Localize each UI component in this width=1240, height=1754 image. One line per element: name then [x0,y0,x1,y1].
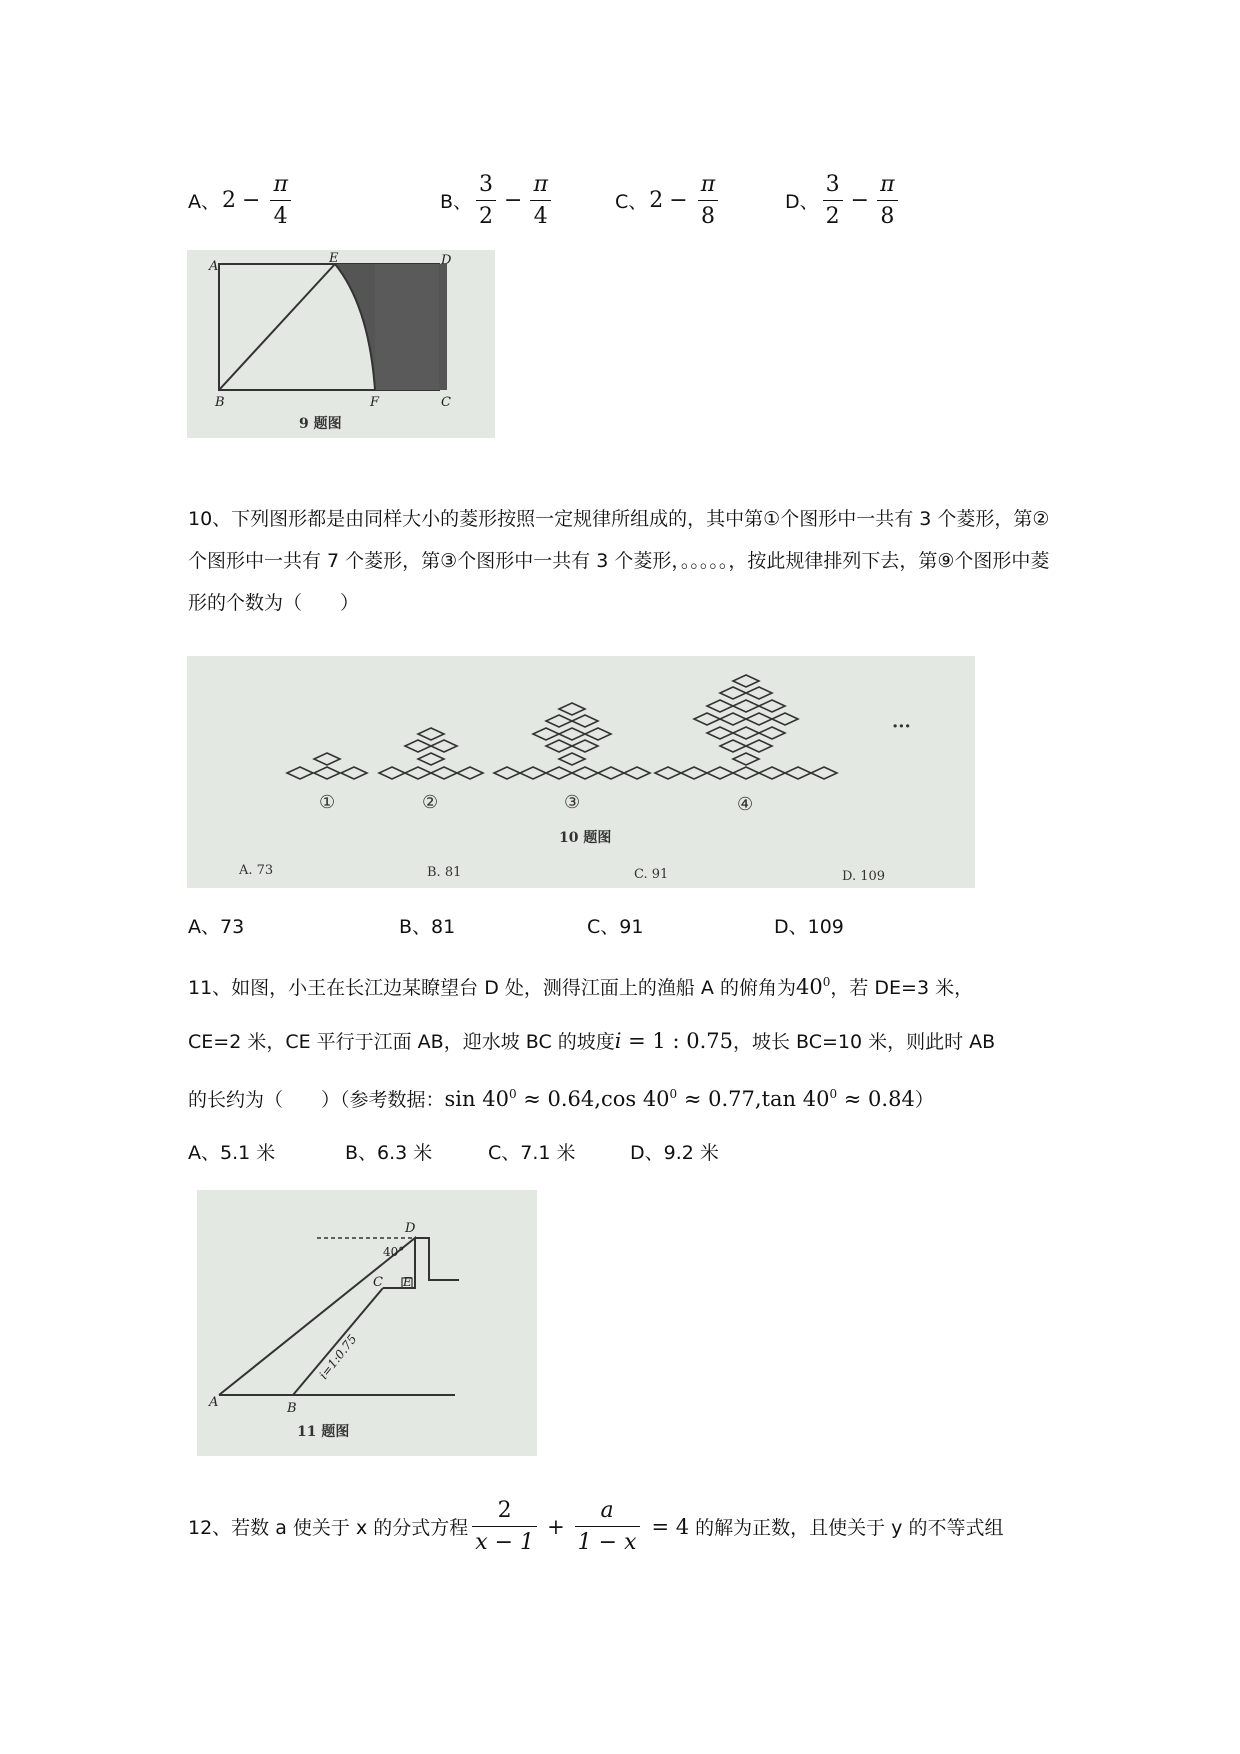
figure-caption: 9 题图 [299,416,342,432]
printed-option-c: C. 91 [634,867,669,882]
q10-option-c: C、91 [587,916,644,938]
option-letter: B、 [440,191,473,214]
pattern-2 [379,728,483,779]
option-op: − [850,188,870,214]
angle-label: 40° [383,1245,405,1259]
label-f: F [370,395,380,410]
label-e: E [329,251,339,266]
slope-label: i=1:0.75 [316,1332,360,1382]
option-op: − [504,188,523,214]
fraction-2: $\frac{a}{1 - x}$ [575,1498,640,1556]
printed-option-d: D. 109 [842,869,886,884]
q10-text: 10、下列图形都是由同样大小的菱形按照一定规律所组成的，其中第①个图形中一共有 3 个菱形，第②个图形中一共有 7 个菱形，第③个图形中一共有 3 个菱形，。。。。。，按此规律排列下去，第⑨个图形中菱形的个数为（ ） [188,508,1050,614]
fraction: $\frac{\pi}{4}$ [530,172,550,230]
option-op: − [669,188,688,214]
label-a: A [209,1395,219,1410]
segment-be [219,264,335,390]
q11-option-a: A、5.1 米 [188,1142,276,1164]
pattern-1 [287,753,367,779]
figure-caption: 10 题图 [559,830,612,846]
q11-option-c: C、7.1 米 [488,1142,576,1164]
q10-option-d: D、109 [774,916,844,938]
option-letter: A、 [188,191,220,214]
q11-line-1: 11、如图，小王在长江边某瞭望台 D 处，测得江面上的渔船 A 的俯角为$40^0$，若 DE=3 米， [188,975,974,999]
q12-line-1: 12、若数 a 使关于 x 的分式方程 $\frac{2}{x - 1}$ + $\frac{a}{1 - x}$ = 4 的解为正数，且使关于 y 的不等式组 [188,1498,1004,1556]
label-3: ③ [564,792,581,813]
equals-four: = 4 [651,1514,690,1539]
printed-option-a: A. 73 [239,863,274,878]
plus-sign: + [547,1514,565,1539]
q10-option-a: A、73 [188,916,245,938]
q11-line-3: 的长约为（ ）（参考数据：$\sin 40^0 \approx 0.64,\cos$ $40^0 \approx 0.77,\tan$ $40^0 \approx 0.84$） [188,1087,934,1111]
label-b: B [287,1401,297,1416]
fraction: $\frac{\pi}{4}$ [270,172,290,230]
slope-ratio: i = 1 : 0.75 [614,1029,733,1053]
label-c: C [441,395,451,410]
option-whole: 2 [222,188,236,214]
fraction: $\frac{3}{2}$ [823,172,843,230]
label-d: D [441,253,452,268]
q11-option-d: D、9.2 米 [630,1142,719,1164]
label-b: B [215,395,225,410]
slope-bc [293,1288,383,1395]
label-a: A [209,259,219,274]
label-e: E [403,1275,412,1289]
q9-option-c [615,172,722,230]
q11-figure [197,1190,537,1456]
reference-data: $\sin 40^0 \approx 0.64,\cos$ $40^0 \approx 0.77,\tan$ $40^0 \approx 0.84$ [444,1087,915,1111]
q10-figure [187,656,975,888]
label-4: ④ [737,794,754,815]
pattern-3 [494,703,650,779]
label-d: D [405,1221,416,1236]
figure-caption: 11 题图 [297,1424,350,1440]
pattern-4 [655,675,837,779]
label-2: ② [422,792,439,813]
ellipsis: ··· [892,716,911,737]
fraction-1: $\frac{2}{x - 1}$ [472,1498,537,1556]
tower-outline [415,1238,459,1280]
q9-option-d [785,172,902,230]
q9-option-b [440,172,555,230]
q9-option-a [188,172,295,230]
angle-value: $40^0$ [795,975,831,999]
label-c: C [373,1275,383,1290]
label-1: ① [319,792,336,813]
fraction: $\frac{\pi}{8}$ [877,172,897,230]
option-op: − [242,188,261,214]
printed-option-b: B. 81 [427,865,462,880]
option-whole: 2 [649,188,664,214]
q10-option-b: B、81 [399,916,456,938]
shaded-rect [375,264,439,390]
option-letter: D、 [785,191,819,214]
fraction: $\frac{3}{2}$ [476,172,496,230]
q11-line-2: CE=2 米，CE 平行于江面 AB，迎水坡 BC 的坡度i = 1 : 0.75，坡长 BC=10 米，则此时 AB [188,1029,996,1053]
fraction: $\frac{\pi}{8}$ [698,172,718,230]
q11-option-b: B、6.3 米 [345,1142,433,1164]
option-letter: C、 [615,191,648,214]
q9-figure [187,250,495,438]
